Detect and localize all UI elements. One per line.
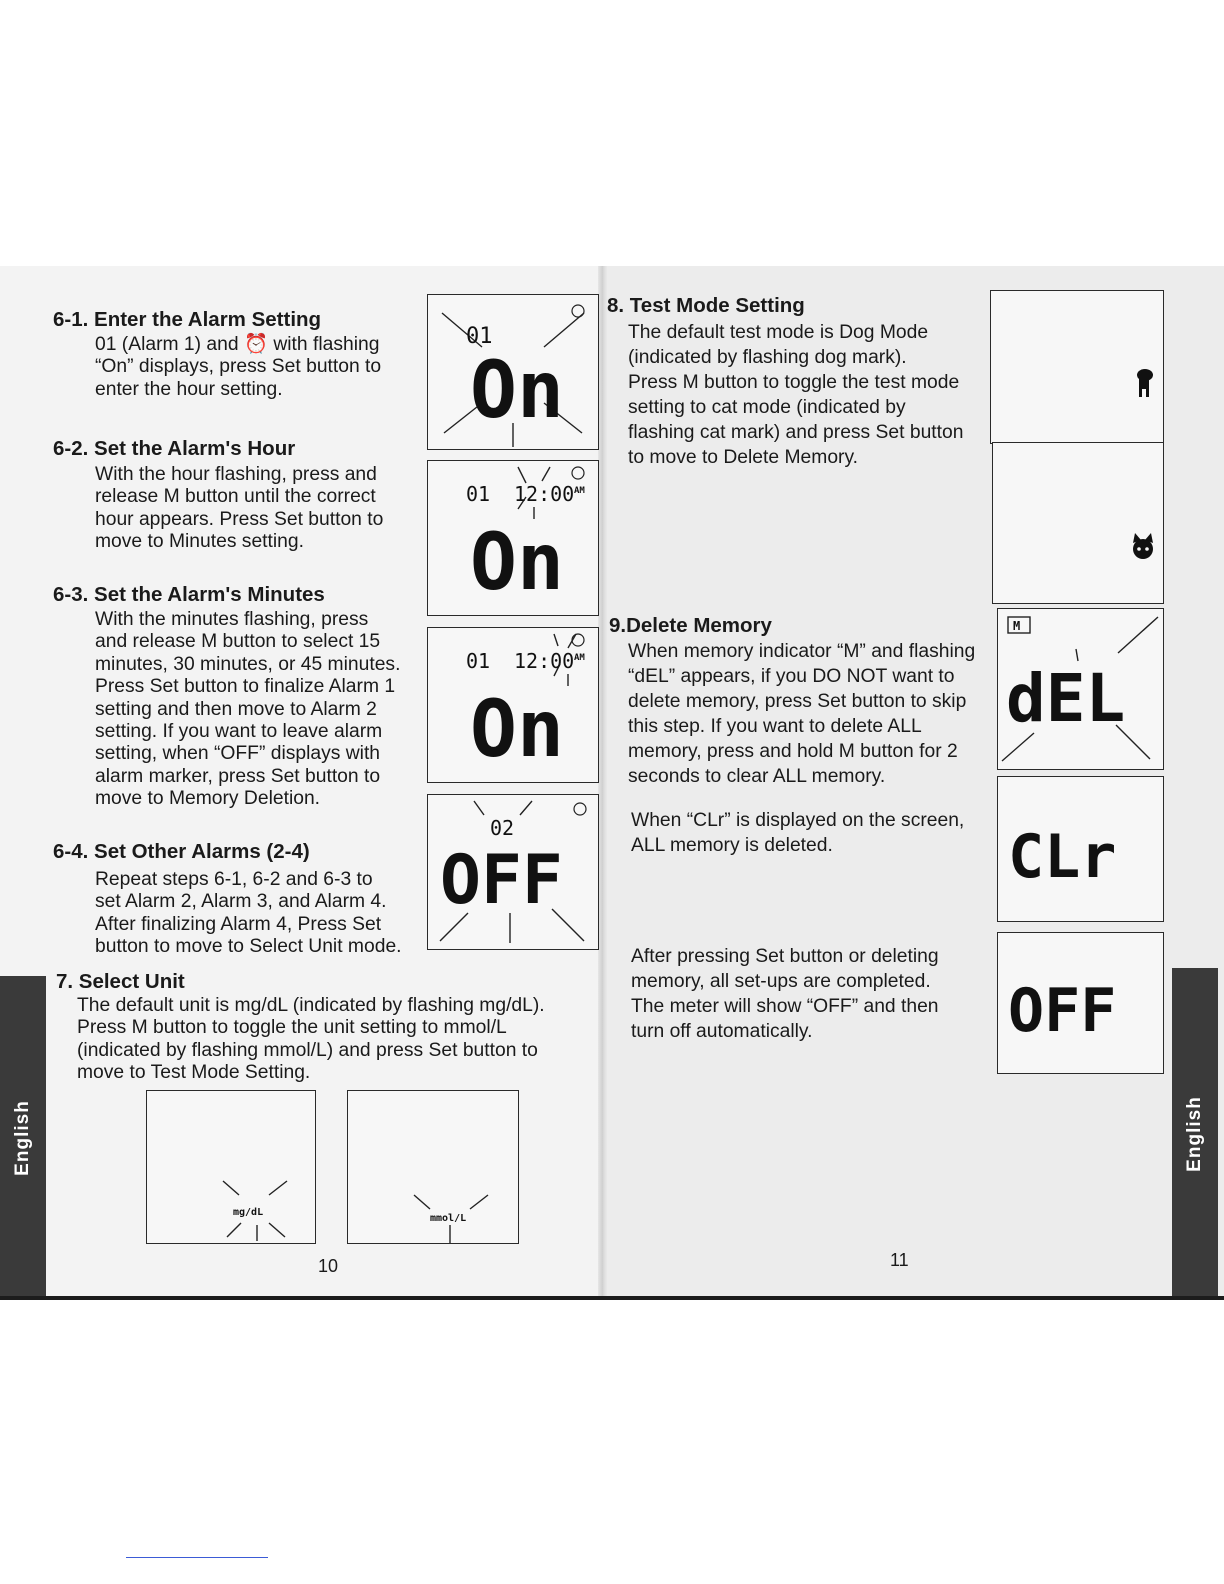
- page-number-right: 11: [890, 1250, 909, 1270]
- language-tab-label: English: [12, 1100, 33, 1176]
- lcd-unit-mmol: [347, 1090, 519, 1244]
- text-6-1: 01 (Alarm 1) and ⏰ with flashing “On” displays, press Set button to enter the hour setting.: [95, 334, 382, 400]
- lcd-alarm-minutes: [427, 627, 599, 783]
- heading-6-4: 6-4. Set Other Alarms (2-4): [53, 840, 310, 863]
- book-gutter: [598, 266, 608, 1300]
- cat-mark-icon: [1133, 533, 1153, 559]
- lcd-del-value: dEL: [1006, 660, 1126, 737]
- text-clr: When “CLr” is displayed on the screen, ALL memory is deleted.: [631, 810, 965, 856]
- lcd-alarm-on-1: [427, 294, 599, 450]
- lcd-clr-value: CLr: [1008, 822, 1117, 892]
- lcd-off: [997, 932, 1164, 1074]
- lcd-main-value: On: [470, 685, 564, 775]
- ampm-indicator: AM: [574, 653, 585, 663]
- lcd-unit-mgdl: [146, 1090, 316, 1244]
- heading-7: 7. Select Unit: [56, 970, 185, 993]
- link-underline: [126, 1557, 268, 1558]
- lcd-cat-mode: [992, 442, 1164, 604]
- alarm-number: 01: [466, 324, 493, 349]
- text-7: The default unit is mg/dL (indicated by flashing mg/dL). Press M button to toggle the unit setting to mmol/L (indicated by flashing mmol/L) and press Set button to move to Test Mode Setting.: [77, 995, 545, 1084]
- language-tab-label: English: [1184, 1096, 1205, 1172]
- alarm-number: 01: [466, 649, 491, 673]
- ampm-indicator: AM: [574, 486, 585, 496]
- manual-spread: [0, 266, 1224, 1300]
- lcd-alarm-hour: [427, 460, 599, 616]
- lcd-off-value: OFF: [1008, 976, 1117, 1046]
- heading-6-1: 6-1. Enter the Alarm Setting: [53, 308, 322, 331]
- heading-9: 9.Delete Memory: [609, 614, 772, 637]
- alarm-bell-icon: [572, 634, 584, 646]
- unit-label: mmol/L: [430, 1213, 467, 1224]
- dog-mark-icon: [1137, 369, 1153, 397]
- text-8: The default test mode is Dog Mode (indicated by flashing dog mark). Press M button to toggle the test mode setting to cat mode (indicated by flashing cat mark) and press Set button to move to Delete Memory.: [628, 322, 964, 468]
- alarm-bell-icon: [572, 305, 584, 317]
- lcd-time: 12:00: [514, 482, 575, 506]
- memory-marker-label: M: [1013, 619, 1021, 633]
- page-number-left: 10: [318, 1256, 339, 1276]
- heading-8: 8. Test Mode Setting: [607, 294, 805, 317]
- text-final: After pressing Set button or deleting memory, all set-ups are completed. The meter will show “OFF” and then turn off automatically.: [631, 946, 939, 1042]
- language-tab-right: [1172, 968, 1218, 1300]
- unit-label: mg/dL: [233, 1207, 264, 1218]
- alarm-bell-icon: [572, 467, 584, 479]
- lcd-alarm-off: [427, 794, 599, 950]
- alarm-number: 01: [466, 482, 491, 506]
- heading-6-2: 6-2. Set the Alarm's Hour: [53, 437, 296, 460]
- heading-6-3: 6-3. Set the Alarm's Minutes: [53, 583, 325, 606]
- page-bottom-edge: [0, 1296, 1224, 1300]
- text-9: When memory indicator “M” and flashing “dEL” appears, if you DO NOT want to delete memory, press Set button to skip this step. If you want to delete ALL memory, press and hold M button for 2 seconds to clear ALL memory.: [628, 641, 976, 787]
- lcd-dog-mode: [990, 290, 1164, 444]
- lcd-main-value: OFF: [440, 841, 563, 920]
- text-6-2: With the hour flashing, press and release M button until the correct hour appears. Press Set button to move to Minutes setting.: [95, 464, 384, 553]
- lcd-main-value: On: [470, 346, 564, 436]
- lcd-time: 12:00: [514, 649, 575, 673]
- text-6-3: With the minutes flashing, press and release M button to select 15 minutes, 30 minutes, or 45 minutes. Press Set button to finalize Alarm 1 setting and then move to Alarm 2 setting. If you want to leave alarm setting, when “OFF” displays with alarm marker, press Set button to move to Memory Deletion.: [95, 609, 401, 810]
- lcd-main-value: On: [470, 518, 564, 608]
- alarm-bell-icon: [574, 803, 586, 815]
- lcd-delete-memory: [997, 608, 1164, 770]
- lcd-clear-memory: [997, 776, 1164, 922]
- alarm-number: 02: [490, 816, 515, 840]
- language-tab-left: [0, 976, 46, 1300]
- text-6-4: Repeat steps 6-1, 6-2 and 6-3 to set Alarm 2, Alarm 3, and Alarm 4. After finalizing Alarm 4, Press Set button to move to Select Unit mode.: [95, 869, 402, 958]
